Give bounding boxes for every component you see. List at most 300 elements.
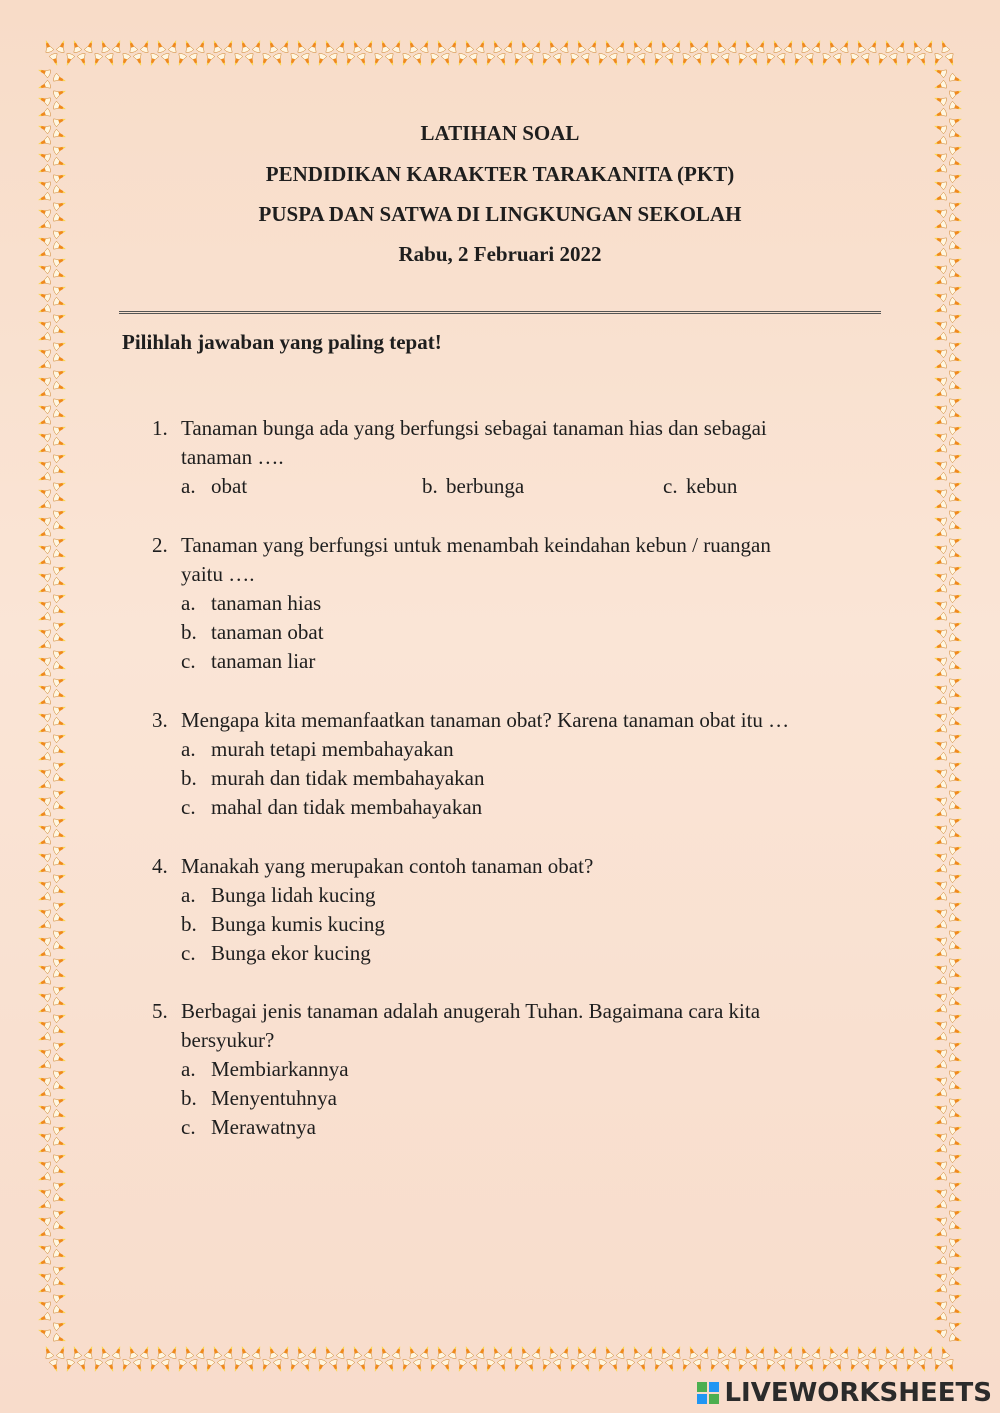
- candy-corn-icon: [949, 409, 964, 421]
- candy-corn-icon: [53, 983, 68, 995]
- option-label: b.: [181, 912, 197, 936]
- option-a[interactable]: [181, 589, 872, 618]
- candy-corn-icon: [602, 1345, 614, 1360]
- candy-corn-icon: [53, 591, 68, 603]
- option-label: b.: [181, 620, 197, 644]
- candy-corn-icon: [933, 794, 948, 806]
- candy-corn-icon: [53, 367, 68, 379]
- candy-corn-icon: [602, 39, 614, 54]
- candy-corn-icon: [37, 710, 52, 722]
- candy-corn-icon: [217, 1359, 229, 1374]
- candy-corn-icon: [933, 1102, 948, 1114]
- candy-corn-icon: [518, 39, 530, 54]
- option-c[interactable]: [181, 939, 872, 968]
- candy-corn-icon: [266, 39, 278, 54]
- candy-corn-icon: [933, 444, 948, 456]
- candy-corn-icon: [770, 39, 782, 54]
- candy-corn-icon: [581, 1359, 593, 1374]
- candy-corn-icon: [37, 290, 52, 302]
- candy-corn-icon: [53, 1039, 68, 1051]
- candy-corn-icon: [903, 1359, 915, 1374]
- candy-corn-icon: [308, 39, 320, 54]
- candy-corn-icon: [742, 1345, 754, 1360]
- candy-corn-icon: [651, 53, 663, 68]
- candy-corn-icon: [728, 39, 740, 54]
- candy-corn-icon: [949, 1249, 964, 1261]
- candy-corn-icon: [37, 1284, 52, 1296]
- candy-corn-icon: [933, 906, 948, 918]
- candy-corn-icon: [933, 990, 948, 1002]
- candy-corn-icon: [933, 290, 948, 302]
- candy-corn-icon: [371, 1359, 383, 1374]
- candy-corn-icon: [37, 794, 52, 806]
- candy-corn-icon: [53, 1263, 68, 1275]
- candy-corn-icon: [889, 53, 901, 68]
- candy-corn-icon: [595, 53, 607, 68]
- candy-corn-icon: [581, 53, 593, 68]
- candy-corn-icon: [933, 276, 948, 288]
- candy-corn-icon: [37, 878, 52, 890]
- candy-corn-icon: [37, 472, 52, 484]
- candy-corn-icon: [53, 997, 68, 1009]
- candy-corn-icon: [910, 1345, 922, 1360]
- candy-corn-icon: [37, 1102, 52, 1114]
- candy-corn-icon: [98, 39, 110, 54]
- candy-corn-icon: [189, 53, 201, 68]
- candy-corn-icon: [847, 53, 859, 68]
- candy-corn-icon: [826, 1345, 838, 1360]
- candy-corn-icon: [949, 87, 964, 99]
- liveworksheets-brand[interactable]: [696, 1377, 992, 1409]
- candy-corn-icon: [37, 766, 52, 778]
- candy-corn-icon: [476, 1345, 488, 1360]
- candy-corn-icon: [53, 423, 68, 435]
- candy-corn-icon: [518, 1345, 530, 1360]
- candy-corn-icon: [37, 780, 52, 792]
- candy-corn-icon: [949, 1305, 964, 1317]
- candy-corn-icon: [949, 311, 964, 323]
- candy-corn-icon: [37, 444, 52, 456]
- candy-corn-icon: [53, 969, 68, 981]
- candy-corn-icon: [539, 1359, 551, 1374]
- option-label[interactable]: c.: [663, 474, 678, 498]
- candy-corn-icon: [53, 1249, 68, 1261]
- candy-corn-icon: [37, 374, 52, 386]
- candy-corn-icon: [70, 1345, 82, 1360]
- candy-corn-icon: [308, 1345, 320, 1360]
- candy-corn-icon: [53, 633, 68, 645]
- candy-corn-icon: [53, 535, 68, 547]
- option-label[interactable]: b.: [422, 474, 438, 498]
- candy-corn-icon: [933, 1046, 948, 1058]
- candy-corn-icon: [658, 1345, 670, 1360]
- candy-corn-icon: [903, 53, 915, 68]
- candy-corn-icon: [37, 346, 52, 358]
- candy-corn-icon: [37, 430, 52, 442]
- option-a[interactable]: [181, 735, 872, 764]
- candy-corn-icon: [42, 1345, 54, 1360]
- option-c[interactable]: [181, 793, 872, 822]
- candy-corn-icon: [266, 1345, 278, 1360]
- candy-corn-icon: [53, 913, 68, 925]
- candy-corn-icon: [280, 1345, 292, 1360]
- candy-corn-icon: [238, 39, 250, 54]
- candy-corn-icon: [497, 53, 509, 68]
- candy-corn-icon: [420, 1345, 432, 1360]
- candy-corn-icon: [273, 53, 285, 68]
- candy-corn-icon: [53, 605, 68, 617]
- candy-corn-icon: [399, 53, 411, 68]
- candy-corn-icon: [949, 1109, 964, 1121]
- candy-corn-icon: [413, 53, 425, 68]
- option-text: tanaman liar: [211, 649, 316, 673]
- candy-corn-icon: [434, 39, 446, 54]
- candy-corn-icon: [756, 1345, 768, 1360]
- candy-corn-icon: [735, 1359, 747, 1374]
- candy-corn-icon: [37, 1312, 52, 1324]
- candy-corn-icon: [763, 1359, 775, 1374]
- candy-corn-icon: [525, 53, 537, 68]
- candy-corn-icon: [945, 53, 957, 68]
- candy-corn-icon: [933, 304, 948, 316]
- candy-corn-icon: [949, 465, 964, 477]
- candy-corn-icon: [37, 892, 52, 904]
- option-text[interactable]: kebun: [686, 474, 738, 498]
- candy-corn-icon: [609, 53, 621, 68]
- candy-corn-icon: [37, 402, 52, 414]
- candy-corn-icon: [933, 654, 948, 666]
- candy-corn-icon: [53, 325, 68, 337]
- candy-corn-icon: [53, 759, 68, 771]
- candy-corn-icon: [182, 1345, 194, 1360]
- candy-corn-icon: [949, 479, 964, 491]
- candy-corn-icon: [161, 53, 173, 68]
- candy-corn-icon: [882, 39, 894, 54]
- candy-corn-icon: [224, 39, 236, 54]
- candy-corn-icon: [126, 1345, 138, 1360]
- candy-corn-icon: [56, 1345, 68, 1360]
- candy-corn-icon: [949, 1235, 964, 1247]
- candy-corn-icon: [933, 1228, 948, 1240]
- candy-corn-icon: [154, 1345, 166, 1360]
- candy-corn-icon: [735, 53, 747, 68]
- candy-corn-icon: [469, 53, 481, 68]
- candy-corn-icon: [672, 39, 684, 54]
- candy-corn-icon: [949, 969, 964, 981]
- candy-corn-icon: [441, 53, 453, 68]
- candy-corn-icon: [53, 409, 68, 421]
- candy-corn-icon: [77, 53, 89, 68]
- candy-corn-icon: [933, 80, 948, 92]
- candy-corn-icon: [245, 53, 257, 68]
- candy-corn-icon: [343, 53, 355, 68]
- candy-corn-icon: [931, 53, 943, 68]
- candy-corn-icon: [53, 1221, 68, 1233]
- candy-corn-icon: [933, 1144, 948, 1156]
- candy-corn-icon: [469, 1359, 481, 1374]
- candy-corn-icon: [53, 1305, 68, 1317]
- candy-corn-icon: [37, 640, 52, 652]
- candy-corn-icon: [826, 39, 838, 54]
- candy-corn-icon: [287, 1359, 299, 1374]
- candy-corn-icon: [427, 53, 439, 68]
- candy-corn-icon: [154, 39, 166, 54]
- candy-corn-icon: [37, 528, 52, 540]
- candy-corn-icon: [84, 1345, 96, 1360]
- candy-corn-icon: [949, 605, 964, 617]
- candy-corn-icon: [933, 402, 948, 414]
- candy-corn-icon: [658, 39, 670, 54]
- candy-corn-icon: [933, 1158, 948, 1170]
- candy-corn-icon: [53, 731, 68, 743]
- candy-corn-icon: [37, 276, 52, 288]
- option-row: [181, 472, 872, 501]
- candy-corn-icon: [933, 150, 948, 162]
- candy-corn-icon: [949, 353, 964, 365]
- candy-corn-icon: [949, 997, 964, 1009]
- candy-corn-icon: [933, 1018, 948, 1030]
- option-text: Merawatnya: [211, 1115, 316, 1139]
- option-text[interactable]: obat: [211, 474, 248, 498]
- candy-corn-icon: [644, 1345, 656, 1360]
- candy-corn-icon: [933, 584, 948, 596]
- candy-corn-icon: [63, 53, 75, 68]
- candy-corn-icon: [53, 1123, 68, 1135]
- candy-corn-icon: [742, 39, 754, 54]
- candy-corn-icon: [53, 1319, 68, 1331]
- candy-corn-icon: [933, 1214, 948, 1226]
- candy-corn-icon: [37, 542, 52, 554]
- candy-corn-icon: [609, 1359, 621, 1374]
- candy-corn-icon: [933, 1060, 948, 1072]
- candy-corn-icon: [949, 1067, 964, 1079]
- question-text-line: Manakah yang merupakan contoh tanaman obat?: [181, 854, 594, 878]
- candy-corn-icon: [53, 339, 68, 351]
- candy-corn-icon: [949, 829, 964, 841]
- option-a[interactable]: [181, 1055, 872, 1084]
- candy-corn-icon: [949, 703, 964, 715]
- candy-corn-icon: [840, 39, 852, 54]
- candy-corn-icon: [553, 53, 565, 68]
- option-label: c.: [181, 649, 196, 673]
- question-number: 5.: [152, 999, 168, 1023]
- candy-corn-icon: [616, 39, 628, 54]
- candy-corn-icon: [949, 1039, 964, 1051]
- candy-corn-icon: [504, 1345, 516, 1360]
- candy-corn-icon: [933, 962, 948, 974]
- candy-corn-icon: [37, 598, 52, 610]
- candy-corn-icon: [53, 703, 68, 715]
- option-text: Membiarkannya: [211, 1057, 349, 1081]
- candy-corn-icon: [37, 920, 52, 932]
- candy-corn-icon: [945, 1359, 957, 1374]
- candy-corn-icon: [949, 101, 964, 113]
- option-text: Bunga ekor kucing: [211, 941, 371, 965]
- candy-corn-icon: [91, 53, 103, 68]
- option-label: c.: [181, 1115, 196, 1139]
- candy-corn-icon: [933, 500, 948, 512]
- candy-corn-icon: [949, 451, 964, 463]
- candy-corn-icon: [231, 53, 243, 68]
- candy-corn-icon: [949, 227, 964, 239]
- candy-corn-icon: [91, 1359, 103, 1374]
- candy-corn-icon: [37, 808, 52, 820]
- option-label: c.: [181, 941, 196, 965]
- candy-corn-icon: [949, 633, 964, 645]
- candy-corn-icon: [588, 39, 600, 54]
- candy-corn-icon: [840, 1345, 852, 1360]
- candy-corn-icon: [933, 1298, 948, 1310]
- candy-corn-icon: [933, 1200, 948, 1212]
- option-b[interactable]: [181, 910, 872, 939]
- candy-corn-icon: [933, 612, 948, 624]
- candy-corn-icon: [949, 717, 964, 729]
- candy-corn-icon: [196, 39, 208, 54]
- candy-corn-icon: [37, 1158, 52, 1170]
- question-5: [152, 997, 872, 1142]
- candy-corn-icon: [949, 899, 964, 911]
- option-c[interactable]: [181, 647, 872, 676]
- candy-corn-icon: [798, 39, 810, 54]
- question-text-line: Mengapa kita memanfaatkan tanaman obat? Karena tanaman obat itu …: [181, 708, 790, 732]
- candy-corn-icon: [933, 836, 948, 848]
- candy-corn-icon: [882, 1345, 894, 1360]
- candy-corn-icon: [448, 39, 460, 54]
- candy-corn-icon: [546, 1345, 558, 1360]
- candy-corn-icon: [161, 1359, 173, 1374]
- candy-corn-icon: [203, 1359, 215, 1374]
- candy-corn-icon: [53, 577, 68, 589]
- option-label: a.: [181, 883, 196, 907]
- candy-corn-icon: [37, 668, 52, 680]
- candy-corn-icon: [490, 39, 502, 54]
- candy-corn-icon: [949, 1263, 964, 1275]
- candy-corn-icon: [196, 1345, 208, 1360]
- candy-corn-icon: [511, 1359, 523, 1374]
- candy-corn-icon: [53, 283, 68, 295]
- candy-corn-icon: [42, 39, 54, 54]
- question-text-line: tanaman ….: [181, 445, 284, 469]
- candy-corn-icon: [933, 920, 948, 932]
- candy-corn-icon: [665, 1359, 677, 1374]
- candy-corn-icon: [53, 647, 68, 659]
- candy-corn-icon: [37, 1256, 52, 1268]
- candy-corn-icon: [854, 39, 866, 54]
- candy-corn-icon: [37, 388, 52, 400]
- candy-corn-icon: [37, 934, 52, 946]
- candy-corn-icon: [679, 1359, 691, 1374]
- candy-corn-icon: [53, 745, 68, 757]
- candy-corn-icon: [933, 822, 948, 834]
- candy-corn-icon: [37, 1228, 52, 1240]
- candy-corn-icon: [805, 1359, 817, 1374]
- option-b[interactable]: [181, 764, 872, 793]
- candy-corn-icon: [933, 976, 948, 988]
- candy-corn-icon: [933, 528, 948, 540]
- candy-corn-icon: [949, 689, 964, 701]
- candy-corn-icon: [949, 493, 964, 505]
- option-b[interactable]: [181, 1084, 872, 1113]
- option-text: mahal dan tidak membahayakan: [211, 795, 483, 819]
- candy-corn-icon: [37, 962, 52, 974]
- candy-corn-icon: [721, 1359, 733, 1374]
- option-b[interactable]: [181, 618, 872, 647]
- candy-corn-icon: [949, 913, 964, 925]
- candy-corn-icon: [949, 1137, 964, 1149]
- candy-corn-icon: [949, 1165, 964, 1177]
- candy-corn-icon: [833, 1359, 845, 1374]
- candy-corn-icon: [949, 535, 964, 547]
- candy-corn-icon: [693, 1359, 705, 1374]
- candy-corn-icon: [210, 39, 222, 54]
- candy-corn-icon: [37, 584, 52, 596]
- candy-corn-icon: [949, 297, 964, 309]
- candy-corn-icon: [37, 416, 52, 428]
- candy-corn-icon: [949, 1319, 964, 1331]
- candy-corn-icon: [53, 1333, 68, 1345]
- candy-corn-icon: [294, 39, 306, 54]
- candy-corn-icon: [497, 1359, 509, 1374]
- candy-corn-icon: [949, 381, 964, 393]
- candy-corn-icon: [294, 1345, 306, 1360]
- candy-corn-icon: [364, 1345, 376, 1360]
- candy-corn-icon: [700, 39, 712, 54]
- candy-corn-icon: [707, 1359, 719, 1374]
- candy-corn-icon: [933, 556, 948, 568]
- candy-corn-icon: [53, 297, 68, 309]
- candy-corn-icon: [406, 1345, 418, 1360]
- candy-corn-icon: [37, 1018, 52, 1030]
- candy-corn-icon: [933, 752, 948, 764]
- candy-corn-icon: [933, 1326, 948, 1338]
- candy-corn-icon: [933, 878, 948, 890]
- candy-corn-icon: [949, 1193, 964, 1205]
- question-text-line: Tanaman bunga ada yang berfungsi sebagai tanaman hias dan sebagai: [181, 416, 767, 440]
- candy-corn-icon: [707, 53, 719, 68]
- candy-corn-icon: [77, 1359, 89, 1374]
- option-text[interactable]: berbunga: [446, 474, 525, 498]
- question-number: 4.: [152, 854, 168, 878]
- candy-corn-icon: [868, 1345, 880, 1360]
- candy-corn-icon: [476, 39, 488, 54]
- option-label[interactable]: a.: [181, 474, 196, 498]
- candy-corn-icon: [350, 1345, 362, 1360]
- candy-corn-icon: [53, 381, 68, 393]
- candy-corn-icon: [280, 39, 292, 54]
- option-text: Menyentuhnya: [211, 1086, 337, 1110]
- option-c[interactable]: [181, 1113, 872, 1142]
- option-label: b.: [181, 1086, 197, 1110]
- option-a[interactable]: [181, 881, 872, 910]
- candy-corn-icon: [933, 738, 948, 750]
- candy-corn-icon: [623, 53, 635, 68]
- candy-corn-icon: [37, 332, 52, 344]
- candy-corn-icon: [53, 227, 68, 239]
- candy-corn-icon: [933, 66, 948, 78]
- candy-corn-icon: [933, 850, 948, 862]
- candy-corn-icon: [933, 892, 948, 904]
- candy-corn-icon: [847, 1359, 859, 1374]
- candy-corn-icon: [949, 591, 964, 603]
- candy-corn-icon: [637, 1359, 649, 1374]
- question-text-line: Tanaman yang berfungsi untuk menambah keindahan kebun / ruangan: [181, 533, 771, 557]
- candy-corn-icon: [315, 1359, 327, 1374]
- candy-corn-icon: [37, 1144, 52, 1156]
- candy-corn-icon: [933, 696, 948, 708]
- candy-corn-icon: [133, 1359, 145, 1374]
- candy-corn-icon: [53, 829, 68, 841]
- option-label: a.: [181, 591, 196, 615]
